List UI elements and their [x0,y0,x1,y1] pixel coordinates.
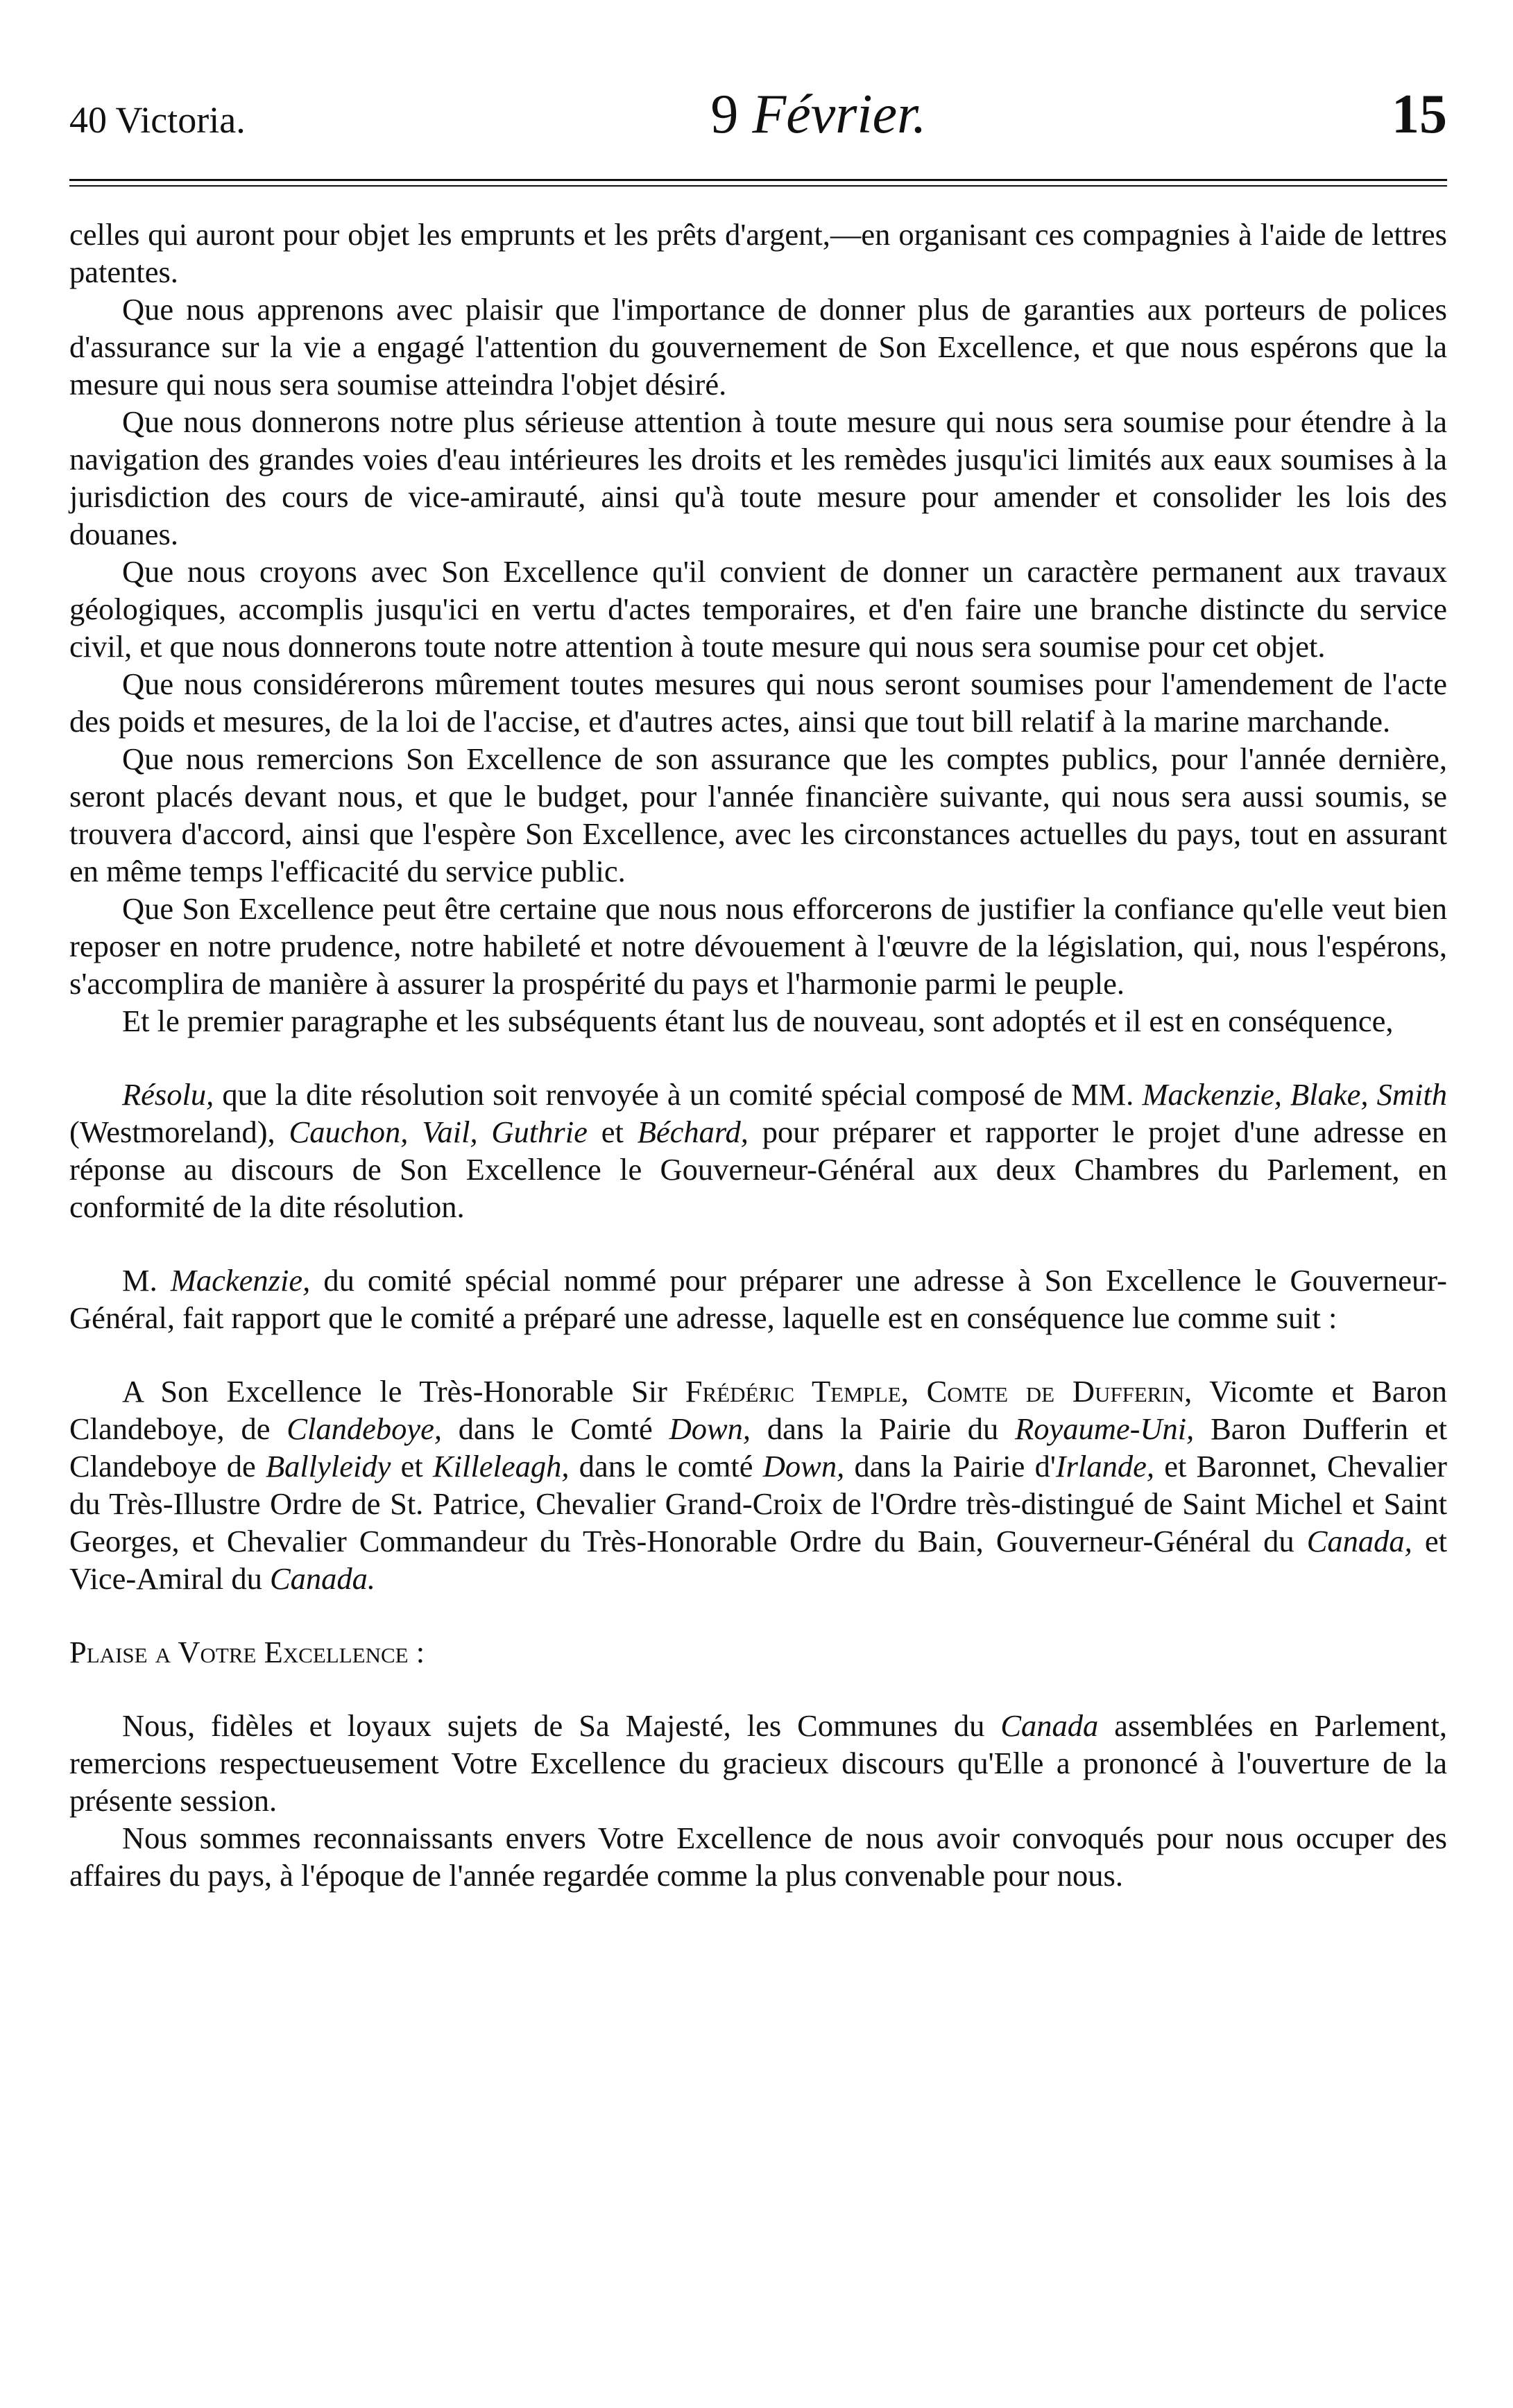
report-prefix: M. [122,1263,171,1298]
committee-names-2: Cauchon, Vail, Guthrie [289,1115,588,1149]
committee-names-1: Mackenzie, Blake, Smith [1142,1077,1448,1112]
address-text: dans le Comté [441,1411,669,1446]
place-name: Killeleagh, [432,1449,570,1484]
spacer [69,1336,1447,1373]
header-day: 9 [710,84,739,145]
header-month: Février. [752,84,927,145]
resolution-text-3: et [587,1115,638,1149]
spacer [69,1671,1447,1707]
spacer [69,1226,1447,1262]
place-name: Down, [669,1411,751,1446]
resolution-text-2: (Westmoreland), [69,1115,289,1149]
address-text: et Vice-Amiral du [69,1524,1447,1596]
place-name: Royaume-Uni, [1015,1411,1195,1446]
document-body [69,216,1447,1894]
address-text: dans la Pairie du [751,1411,1016,1446]
committee-names-3: Béchard, [637,1115,749,1149]
report-paragraph [69,1262,1447,1336]
paragraph-adoption: Et le premier paragraphe et les subséquents étant lus de nouveau, sont adoptés et il est en conséquence, [122,1004,1394,1038]
governor-name: Frédéric Temple, Comte de Dufferin, [685,1374,1193,1409]
address-text: Baron Dufferin et Clandeboye de [69,1411,1447,1484]
paragraph-navigation: Que nous donnerons notre plus sérieuse attention à toute mesure qui nous sera soumise pour étendre à la navigation des grandes voies d'eau intérieures les droits et les remèdes jusqu'ici limités aux eaux soumises à la jurisdiction des cours de vice-amirauté, ainsi qu'à toute mesure pour amender et consolider les lois des douanes. [69,404,1447,551]
resolution-text-1: que la dite résolution soit renvoyée à un comité spécial composé de MM. [214,1077,1143,1112]
spacer [69,1040,1447,1076]
spacer [69,1597,1447,1633]
report-name: Mackenzie, [170,1263,311,1298]
paragraph-weights-measures: Que nous considérerons mûrement toutes mesures qui nous seront soumises pour l'amendement de l'acte des poids et mesures, de la loi de l'accise, et d'autres actes, ainsi que tout bill relatif à la marine marchande. [69,666,1447,739]
address-text: A Son Excellence le Très-Honorable Sir [122,1374,685,1409]
report-text: du comité spécial nommé pour préparer une adresse à Son Excellence le Gouverneur-Général, fait rapport que le comité a préparé une adresse, laquelle est en conséquence lue comme suit : [69,1263,1447,1335]
closing-text: Nous, fidèles et loyaux sujets de Sa Majesté, les Communes du [122,1708,1001,1743]
address-paragraph [69,1373,1447,1597]
place-name: Down, [762,1449,845,1484]
page-number: 15 [1391,84,1447,145]
page-header [69,83,1447,166]
header-rule-secondary [69,185,1447,187]
place-name: Irlande, [1055,1449,1154,1484]
resolution-paragraph [69,1076,1447,1226]
place-name: Canada. [269,1561,376,1596]
resolution-keyword: Résolu, [122,1077,214,1112]
place-name: Canada, [1306,1524,1412,1558]
paragraph-public-accounts: Que nous remercions Son Excellence de son assurance que les comptes publics, pour l'année dernière, seront placés devant nous, et que le budget, pour l'année financière suivante, qui nous sera aussi soumis, se trouvera d'accord, ainsi que l'espère Son Excellence, avec les circonstances actuelles du pays, tout en assurant en même temps l'efficacité du service public. [69,741,1447,888]
place-name: Ballyleidy [266,1449,391,1484]
paragraph-geology: Que nous croyons avec Son Excellence qu'il convient de donner un caractère permanent aux travaux géologiques, accomplis jusqu'ici en vertu d'actes temporaires, et d'en faire une branche distincte du service civil, et que nous donnerons toute notre attention à toute mesure qui nous sera soumise pour cet objet. [69,554,1447,664]
address-text: dans le comté [569,1449,763,1484]
salutation: Plaise a Votre Excellence : [69,1635,425,1669]
closing-paragraph-1 [69,1707,1447,1819]
address-text: Vicomte et Baron Clandeboye, de [69,1374,1448,1446]
paragraph-continuation: celles qui auront pour objet les emprunts et les prêts d'argent,—en organisant ces compagnies à l'aide de lettres patentes. [69,217,1447,289]
header-session: 40 Victoria. [69,99,246,141]
paragraph-assurance: Que nous apprenons avec plaisir que l'importance de donner plus de garanties aux porteurs de polices d'assurance sur la vie a engagé l'attention du gouvernement de Son Excellence, et que nous espérons que la mesure qui nous sera soumise atteindra l'objet désiré. [69,292,1447,402]
paragraph-confidence: Que Son Excellence peut être certaine que nous nous efforcerons de justifier la confiance qu'elle veut bien reposer en notre prudence, notre habileté et notre dévouement à l'œuvre de la législation, qui, nous l'espérons, s'accomplira de manière à assurer la prospérité du pays et l'harmonie parmi le peuple. [69,891,1447,1001]
address-text: et [391,1449,433,1484]
resolution-text-4: pour préparer et rapporter le projet d'une adresse en réponse au discours de Son Excellence le Gouverneur-Général aux deux Chambres du Parlement, en conformité de la dite résolution. [69,1115,1448,1224]
place-name: Clandeboye, [287,1411,442,1446]
header-rule [69,179,1447,181]
header-date [710,83,926,146]
closing-text: assemblées en Parlement, remercions respectueusement Votre Excellence du gracieux discours qu'Elle a prononcé à l'ouverture de la présente session. [69,1708,1447,1818]
place-name: Canada [1000,1708,1099,1743]
closing-paragraph-2: Nous sommes reconnaissants envers Votre Excellence de nous avoir convoqués pour nous occuper des affaires du pays, à l'époque de l'année regardée comme la plus convenable pour nous. [69,1821,1447,1893]
address-text: et Baronnet, Chevalier du Très-Illustre Ordre de St. Patrice, Chevalier Grand-Croix de l'Ordre très-distingué de Saint Michel et Saint Georges, et Chevalier Commandeur du Très-Honorable Ordre du Bain, Gouverneur-Général du [69,1449,1447,1558]
address-text: dans la Pairie d' [844,1449,1056,1484]
